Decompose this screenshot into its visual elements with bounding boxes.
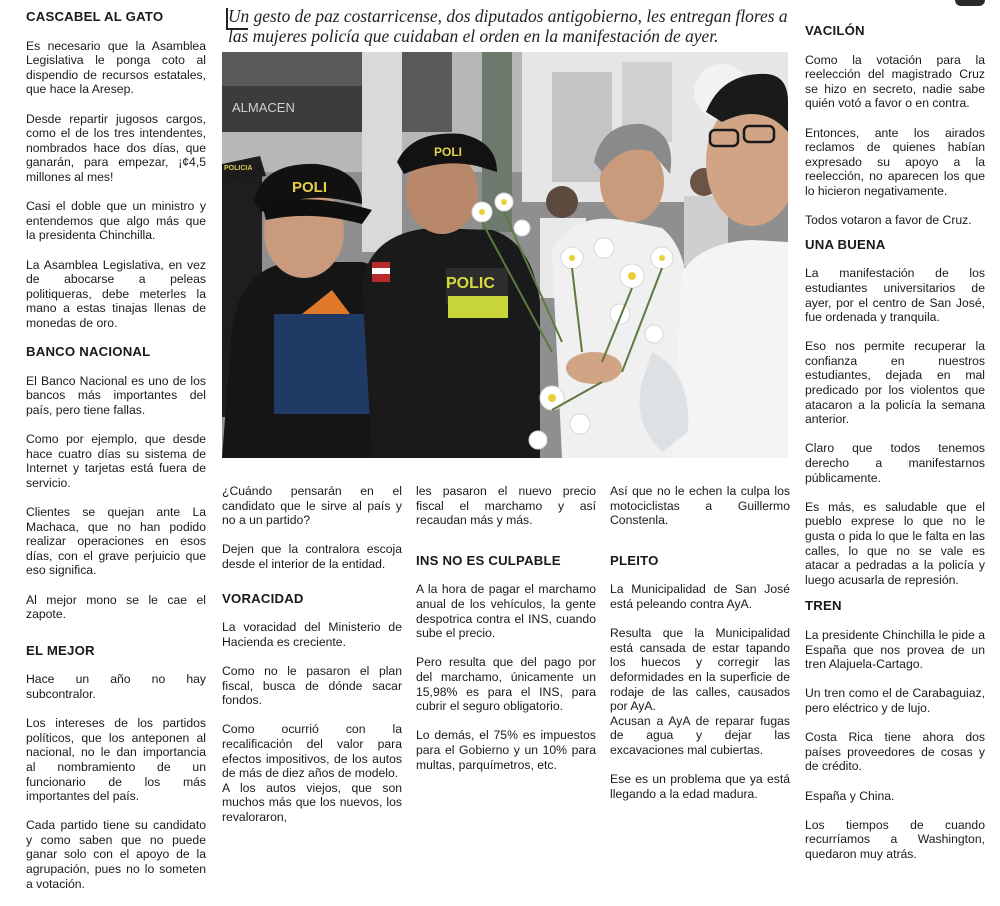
paragraph: Es necesario que la Asamblea Legislativa le ponga coto al dispendio de recursos estatales, que hace la Aresep. xyxy=(26,38,206,97)
section-head-el-mejor: EL MEJOR xyxy=(26,642,95,658)
paragraph: Eso nos permite recuperar la confianza en nuestros estudiantes, dejada en mal predicado por los violentos que atacaron a la policía la semana anterior. xyxy=(805,339,985,427)
page-corner-mark xyxy=(955,0,985,6)
section-head-pleito: PLEITO xyxy=(610,552,659,568)
section-head-banco: BANCO NACIONAL xyxy=(26,344,151,360)
paragraph: Entonces, ante los airados reclamos de quienes habían expresado su apoyo a la reelección, no aparecen los que lo hicieron negativamente. xyxy=(805,125,985,198)
paragraph: El Banco Nacional es uno de los bancos más importantes del país, pero tiene fallas. xyxy=(26,373,206,417)
paragraph: Costa Rica tiene ahora dos países proveedores de cosas y de crédito. xyxy=(805,730,985,774)
paragraph: ¿Cuándo pensarán en el candidato que le sirve al país y no a un partido? xyxy=(222,484,402,528)
paragraph: La presidente Chinchilla le pide a España que nos provea de un tren Alajuela-Cartago. xyxy=(805,627,985,672)
paragraph: Un tren como el de Carabaguiaz, pero eléctrico y de lujo. xyxy=(805,686,985,715)
column-3 xyxy=(416,484,596,787)
column-4 xyxy=(610,484,790,816)
paragraph: Como la votación para la reelección del magistrado Cruz se hizo en secreto, nadie sabe quién votó a favor o en contra. xyxy=(805,52,985,111)
police-cap-text: POLI xyxy=(292,179,328,196)
paragraph: Como por ejemplo, que desde hace cuatro días su sistema de Internet y tarjetas está fuera de servicio. xyxy=(26,432,206,490)
paragraph: Casi el doble que un ministro y entendemos que algo más que la presidenta Chinchilla. xyxy=(26,199,206,243)
paragraph: La Municipalidad de San José está peleando contra AyA. xyxy=(610,582,790,611)
paragraph: Cada partido tiene su candidato y como saben que no puede ganar solo con el apoyo de la agrupación, pues no lo someten a votación. xyxy=(26,818,206,891)
paragraph: Todos votaron a favor de Cruz. xyxy=(805,213,972,228)
paragraph: Los tiempos de cuando recurríamos a Washington, quedaron muy atrás. xyxy=(805,817,985,861)
section-head-una-buena: UNA BUENA xyxy=(805,236,886,252)
paragraph: Acusan a AyA de reparar fugas de agua y dejar las excavaciones mal cubiertas. xyxy=(610,713,790,757)
photo-caption: Un gesto de paz costarricense, dos diputados antigobierno, les entregan flores a las mujeres policía que cuidaban el orden en la manifestación de ayer. xyxy=(228,6,788,46)
paragraph: Resulta que la Municipalidad está cansada de estar tapando los huecos y corregir las deformidades en la superficie de rodaje de las calles, causados por AyA. xyxy=(610,626,790,714)
section-head-vacilon: VACILÓN xyxy=(805,23,865,38)
paragraph: Como ocurrió con la recalificación del valor para efectos impositivos, de los autos de más de diez años de modelo. xyxy=(222,722,402,781)
paragraph: Desde repartir jugosos cargos, como el de los tres intendentes, nombrados hace dos días, que ganarán, para empezar, ¡¢4,5 millones al mes! xyxy=(26,111,206,184)
police-small-text: POLICIA xyxy=(224,165,253,172)
section-head-voracidad: VORACIDAD xyxy=(222,590,304,606)
column-1 xyxy=(26,10,206,906)
paragraph: Los intereses de los partidos políticos, que los anteponen al nacional, no le dan importancia al nombramiento de un funcionario de los más importantes del país. xyxy=(26,716,206,804)
column-2 xyxy=(222,484,402,839)
column-5 xyxy=(805,24,985,876)
section-head-ins: INS NO ES CULPABLE xyxy=(416,552,561,568)
news-photo xyxy=(222,52,788,458)
paragraph: Hace un año no hay subcontralor. xyxy=(26,672,206,701)
paragraph: La manifestación de los estudiantes universitarios de ayer, por el centro de San José, fue ordenada y tranquila. xyxy=(805,266,985,325)
paragraph: Ese es un problema que ya está llegando a la edad madura. xyxy=(610,772,790,801)
paragraph: Es más, es saludable que el pueblo exprese lo que no le gusta o pida lo que le falta en las calles, lo que no se vale es atacar a pedradas a la policía y luego acusarla de represión. xyxy=(805,499,985,587)
paragraph: España y China. xyxy=(805,788,895,803)
paragraph: Al mejor mono se le cae el zapote. xyxy=(26,592,206,622)
section-head-tren: TREN xyxy=(805,598,842,614)
police-cap-text: POLI xyxy=(434,145,463,159)
paragraph: Pero resulta que del pago por del marchamo, únicamente un 15,98% es para el INS, para cubrir el seguro obligatorio. xyxy=(416,655,596,714)
paragraph: Dejen que la contralora escoja desde el interior de la entidad. xyxy=(222,542,402,571)
store-sign-text: ALMACEN xyxy=(232,100,295,115)
paragraph: A la hora de pagar el marchamo anual de los vehículos, la gente despotrica contra el INS, cuando sube el precio. xyxy=(416,582,596,641)
paragraph: Como no le pasaron el plan fiscal, busca de dónde sacar fondos. xyxy=(222,663,402,708)
paragraph: Clientes se quejan ante La Machaca, que no han podido realizar operaciones en esos días, con el grave perjuicio que eso significa. xyxy=(26,505,206,578)
paragraph: La voracidad del Ministerio de Hacienda es creciente. xyxy=(222,620,402,649)
paragraph: A los autos viejos, que son muchos más que los nuevos, los revaloraron, xyxy=(222,780,402,824)
paragraph: Lo demás, el 75% es impuestos para el Gobierno y un 10% para multas, parquímetros, etc. xyxy=(416,728,596,772)
paragraph: Así que no le echen la culpa los motociclistas a Guillermo Constenla. xyxy=(610,484,790,528)
paragraph: La Asamblea Legislativa, en vez de abocarse a peleas politiqueras, debe meterles la mano a estas tinajas llenas de monedas de oro. xyxy=(26,257,206,330)
police-vest-text: POLIC xyxy=(446,275,495,292)
paragraph: les pasaron el nuevo precio fiscal el marchamo y así recaudan más y más. xyxy=(416,484,596,528)
paragraph: Claro que todos tenemos derecho a manifestarnos públicamente. xyxy=(805,441,985,485)
section-head-cascabel: CASCABEL AL GATO xyxy=(26,9,164,24)
